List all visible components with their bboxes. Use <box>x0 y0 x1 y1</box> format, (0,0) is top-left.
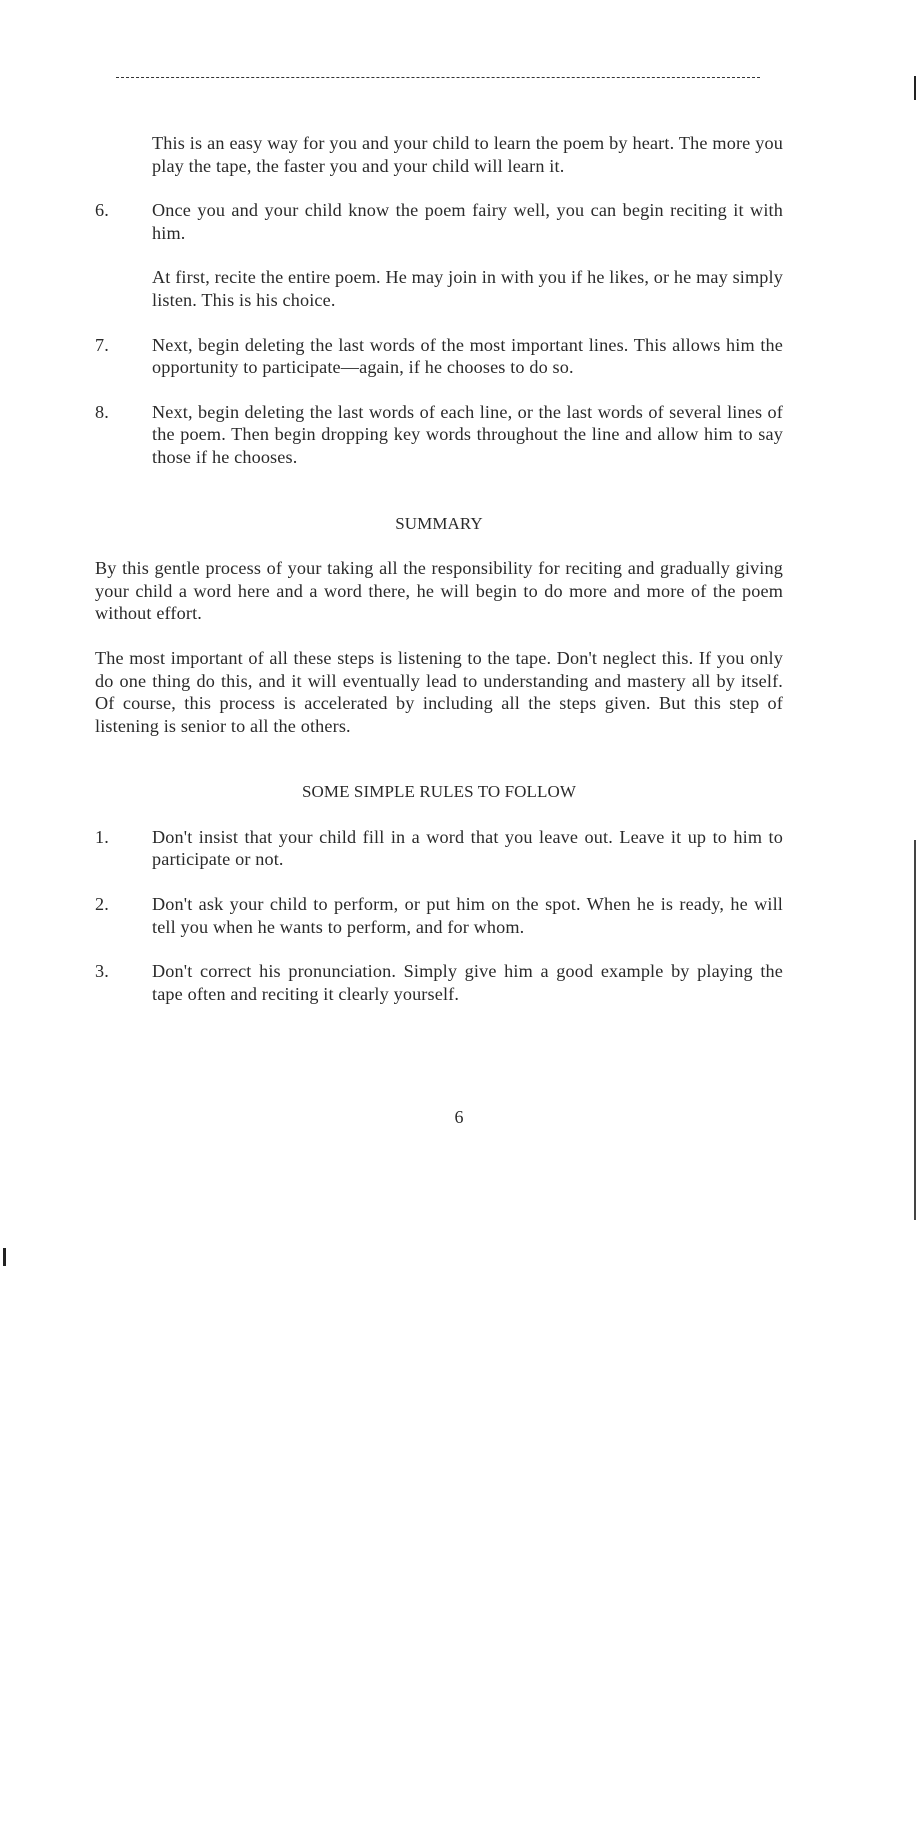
scan-edge-mark <box>3 1248 6 1266</box>
step-text: Next, begin deleting the last words of each line, or the last words of several lines of the poem. Then begin dropping key words throughout the line and allow him to say those if he chooses. <box>152 401 783 467</box>
step-number: 7. <box>95 334 109 355</box>
intro-paragraph: This is an easy way for you and your child to learn the poem by heart. The more you play the tape, the faster you and your child will learn it. <box>152 133 783 176</box>
rule-text: Don't ask your child to perform, or put him on the spot. When he is ready, he will tell you when he wants to perform, and for whom. <box>152 894 783 937</box>
scan-edge-mark <box>914 840 916 1220</box>
step-item <box>95 199 783 244</box>
rule-number: 2. <box>95 894 109 915</box>
rule-text: Don't insist that your child fill in a word that you leave out. Leave it up to him to participate or not. <box>152 826 783 870</box>
step-item <box>95 401 783 469</box>
step-followup: At first, recite the entire poem. He may join in with you if he likes, or he may simply listen. This is his choice. <box>152 267 783 310</box>
rule-text: Don't correct his pronunciation. Simply give him a good example by playing the tape often and reciting it clearly yourself. <box>152 961 783 1004</box>
step-item <box>95 334 783 379</box>
summary-heading: SUMMARY <box>395 513 483 533</box>
page-body <box>95 132 783 1005</box>
rule-number: 3. <box>95 961 109 982</box>
top-dashed-rule <box>116 77 760 78</box>
summary-paragraph: By this gentle process of your taking all the responsibility for reciting and gradually giving your child a word here and a word there, he will begin to do more and more of the poem without effort. <box>95 558 783 624</box>
rules-heading: SOME SIMPLE RULES TO FOLLOW <box>301 782 577 802</box>
rule-number: 1. <box>95 826 109 847</box>
rule-item <box>95 893 783 938</box>
step-text: Once you and your child know the poem fairy well, you can begin reciting it with him. <box>152 200 783 243</box>
step-text: Next, begin deleting the last words of the most important lines. This allows him the opportunity to participate—again, if he chooses to do so. <box>152 334 783 378</box>
summary-paragraph: The most important of all these steps is listening to the tape. Don't neglect this. If you only do one thing do this, and it will eventually lead to understanding and mastery all by itself. Of course, this process is accelerated by including all the steps given. But this step of listening is senior to all the others. <box>95 647 783 736</box>
page-number: 6 <box>454 1107 464 1127</box>
rule-item <box>95 960 783 1005</box>
scan-edge-mark <box>914 76 916 100</box>
step-number: 8. <box>95 401 109 422</box>
rule-item <box>95 826 783 871</box>
step-number: 6. <box>95 200 109 221</box>
